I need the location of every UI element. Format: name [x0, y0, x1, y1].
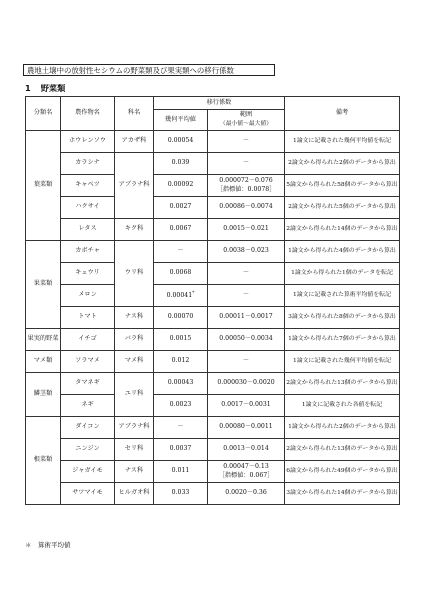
group-name: 果実的野菜: [26, 329, 61, 351]
section-heading: [25, 83, 65, 94]
note: 1論文から得られた1個のデータを転記: [285, 263, 400, 285]
family-name: セリ科: [115, 439, 154, 461]
note: 3論文から得られた8個のデータから算出: [285, 307, 400, 329]
family-name: アカザ科: [115, 131, 154, 153]
range: 0.000030－0.0020: [208, 373, 285, 395]
geo-mean: [154, 285, 208, 307]
note: 2論文から得られた5個のデータから算出: [285, 197, 400, 219]
crop-name: ホウレンソウ: [61, 131, 115, 153]
crop-name: サツマイモ: [61, 483, 115, 505]
geo-mean: 0.00092: [154, 175, 208, 197]
geo-mean: －: [154, 241, 208, 263]
table-row: [26, 395, 400, 417]
geo-mean: 0.033: [154, 483, 208, 505]
table-row: [26, 285, 400, 307]
family-name: アブラナ科: [115, 153, 154, 219]
geo-mean: 0.00043: [154, 373, 208, 395]
range: －: [208, 351, 285, 373]
range: 0.00050－0.0034: [208, 329, 285, 351]
range: [208, 175, 285, 197]
geo-mean: 0.0067: [154, 219, 208, 241]
range: －: [208, 131, 285, 153]
crop-name: イチゴ: [61, 329, 115, 351]
geo-mean: 0.00070: [154, 307, 208, 329]
crop-name: カラシナ: [61, 153, 115, 175]
crop-name: キャベツ: [61, 175, 115, 197]
header-family: 科名: [115, 97, 154, 131]
family-name: ヒルガオ科: [115, 483, 154, 505]
range: －: [208, 153, 285, 175]
note: 1論文に記載された各値を転記: [285, 395, 400, 417]
range: 0.0017－0.0031: [208, 395, 285, 417]
header-group: 分類名: [26, 97, 61, 131]
geo-mean: 0.00054: [154, 131, 208, 153]
family-name: ナス科: [115, 461, 154, 483]
header-range: [208, 110, 285, 131]
note: 1論文に記載された幾何平均値を転記: [285, 131, 400, 153]
table-row: [26, 351, 400, 373]
crop-name: レタス: [61, 219, 115, 241]
family-name: キク科: [115, 219, 154, 241]
table-row: [26, 307, 400, 329]
group-name: 果菜類: [26, 241, 61, 329]
crop-name: ソラマメ: [61, 351, 115, 373]
crop-name: ネギ: [61, 395, 115, 417]
crop-name: メロン: [61, 285, 115, 307]
header-notes: 備考: [285, 97, 400, 131]
range: [208, 461, 285, 483]
geo-mean: －: [154, 417, 208, 439]
note: 2論文から得られた2個のデータから算出: [285, 153, 400, 175]
family-name: ナス科: [115, 307, 154, 329]
note: 2論文から得られた13個のデータから算出: [285, 373, 400, 395]
family-name: ウリ科: [115, 241, 154, 307]
table-row: [26, 373, 400, 395]
range: 0.0038－0.023: [208, 241, 285, 263]
table-row: [26, 131, 400, 153]
transfer-coefficient-table: [25, 96, 400, 505]
note: 3論文から得られた14個のデータから算出: [285, 483, 400, 505]
indicator-value: ［指標値：0.0078］: [216, 185, 276, 193]
note: 6論文から得られた49個のデータから算出: [285, 461, 400, 483]
group-name: 鱗茎類: [26, 373, 61, 417]
geo-mean: 0.012: [154, 351, 208, 373]
note: 2論文から得られた14個のデータから算出: [285, 219, 400, 241]
group-name: 根菜類: [26, 417, 61, 505]
geo-mean-value: 0.00041: [166, 291, 193, 299]
range: 0.00011－0.0017: [208, 307, 285, 329]
table-row: [26, 263, 400, 285]
geo-mean: 0.0023: [154, 395, 208, 417]
table-row: [26, 175, 400, 197]
note: 1論文から得られた2個のデータから算出: [285, 417, 400, 439]
section-number: 1: [25, 83, 31, 93]
table-row: [26, 241, 400, 263]
geo-mean: 0.0068: [154, 263, 208, 285]
range: 0.0015－0.021: [208, 219, 285, 241]
crop-name: ニンジン: [61, 439, 115, 461]
geo-mean: 0.0037: [154, 439, 208, 461]
table-row: [26, 417, 400, 439]
crop-name: タマネギ: [61, 373, 115, 395]
table-row: [26, 439, 400, 461]
crop-name: ダイコン: [61, 417, 115, 439]
table-row: [26, 153, 400, 175]
geo-mean: 0.0015: [154, 329, 208, 351]
range-value: 0.00047－0.13: [223, 463, 269, 471]
footnote: ＊ 算術平均値: [25, 541, 71, 549]
family-name: バラ科: [115, 329, 154, 351]
range: 0.0013－0.014: [208, 439, 285, 461]
page-title: 農地土壌中の放射性セシウムの野菜類及び果実類への移行係数: [23, 64, 275, 76]
note: 1論文に記載された幾何平均値を転記: [285, 351, 400, 373]
header-geo-mean: 幾何平均値: [154, 110, 208, 131]
crop-name: カボチャ: [61, 241, 115, 263]
note: 1論文から得られた7個のデータから算出: [285, 329, 400, 351]
group-name: マメ類: [26, 351, 61, 373]
table-row: [26, 329, 400, 351]
note: 5論文から得られた58個のデータから算出: [285, 175, 400, 197]
crop-name: ハクサイ: [61, 197, 115, 219]
section-label: 野菜類: [40, 83, 66, 93]
range: 0.00080－0.0011: [208, 417, 285, 439]
header-crop: 農作物名: [61, 97, 115, 131]
table-row: [26, 461, 400, 483]
note: 2論文から得られた13個のデータから算出: [285, 439, 400, 461]
crop-name: トマト: [61, 307, 115, 329]
note: 1論文に記載された算術平均値を転記: [285, 285, 400, 307]
table-row: [26, 197, 400, 219]
range: 0.00086－0.0074: [208, 197, 285, 219]
family-name: アブラナ科: [115, 417, 154, 439]
range: 0.0020－0.36: [208, 483, 285, 505]
range: －: [208, 285, 285, 307]
header-range-sub: （最小値～最大値）: [219, 120, 273, 127]
table-row: [26, 219, 400, 241]
range: －: [208, 263, 285, 285]
geo-mean: 0.011: [154, 461, 208, 483]
range-value: 0.000072－0.076: [219, 177, 273, 185]
geo-mean: 0.0027: [154, 197, 208, 219]
header-range-label: 範囲: [239, 111, 253, 119]
geo-mean: 0.039: [154, 153, 208, 175]
group-name: 葉菜類: [26, 131, 61, 241]
header-coefficient: 移行係数: [154, 97, 285, 110]
crop-name: ジャガイモ: [61, 461, 115, 483]
arithmetic-mean-mark: *: [192, 290, 195, 296]
crop-name: キュウリ: [61, 263, 115, 285]
family-name: ユリ科: [115, 373, 154, 417]
note: 1論文から得られた4個のデータから算出: [285, 241, 400, 263]
indicator-value: ［指標値：0.067］: [218, 471, 274, 479]
table-row: [26, 483, 400, 505]
family-name: マメ科: [115, 351, 154, 373]
